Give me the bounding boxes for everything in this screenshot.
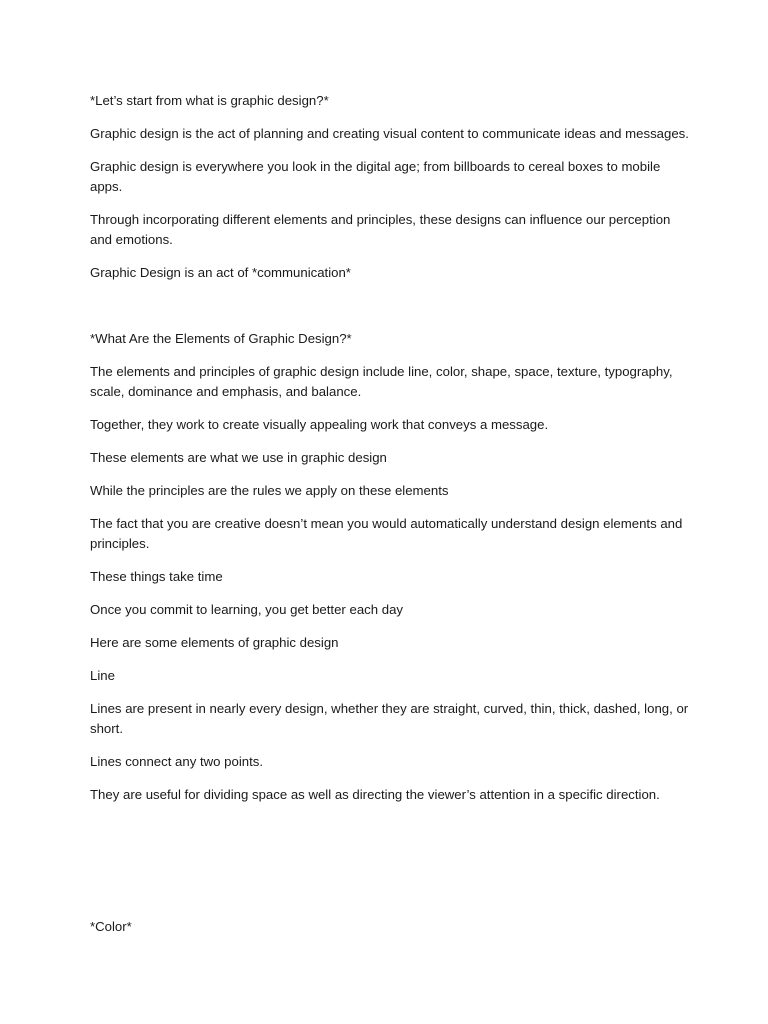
paragraph: The elements and principles of graphic design include line, color, shape, space, texture, typography, scale, dominance and emphasis, and balance. <box>90 364 673 399</box>
paragraph: Together, they work to create visually appealing work that conveys a message. <box>90 417 549 432</box>
paragraph: Once you commit to learning, you get better each day <box>90 602 404 617</box>
document-body <box>90 91 690 950</box>
paragraph: These elements are what we use in graphic design <box>90 450 387 465</box>
paragraph: Graphic Design is an act of *communication* <box>90 265 351 280</box>
section-heading-what-is-graphic-design: *Let’s start from what is graphic design?* <box>90 93 329 108</box>
blank-space <box>90 296 690 329</box>
section-heading-elements: *What Are the Elements of Graphic Design?* <box>90 331 352 346</box>
paragraph: The fact that you are creative doesn’t mean you would automatically understand design elements and principles. <box>90 516 683 551</box>
paragraph: Lines connect any two points. <box>90 754 264 769</box>
paragraph: These things take time <box>90 569 223 584</box>
paragraph: Lines are present in nearly every design, whether they are straight, curved, thin, thick, dashed, long, or short. <box>90 701 689 736</box>
paragraph: Graphic design is the act of planning and creating visual content to communicate ideas and messages. <box>90 126 689 141</box>
paragraph: They are useful for dividing space as well as directing the viewer’s attention in a specific direction. <box>90 787 660 802</box>
paragraph: While the principles are the rules we apply on these elements <box>90 483 449 498</box>
blank-space <box>90 818 690 917</box>
paragraph: Graphic design is everywhere you look in the digital age; from billboards to cereal boxes to mobile apps. <box>90 159 661 194</box>
subheading-line: Line <box>90 668 115 683</box>
section-heading-color: *Color* <box>90 919 132 934</box>
paragraph: Through incorporating different elements and principles, these designs can influence our perception and emotions. <box>90 212 671 247</box>
paragraph: Here are some elements of graphic design <box>90 635 339 650</box>
